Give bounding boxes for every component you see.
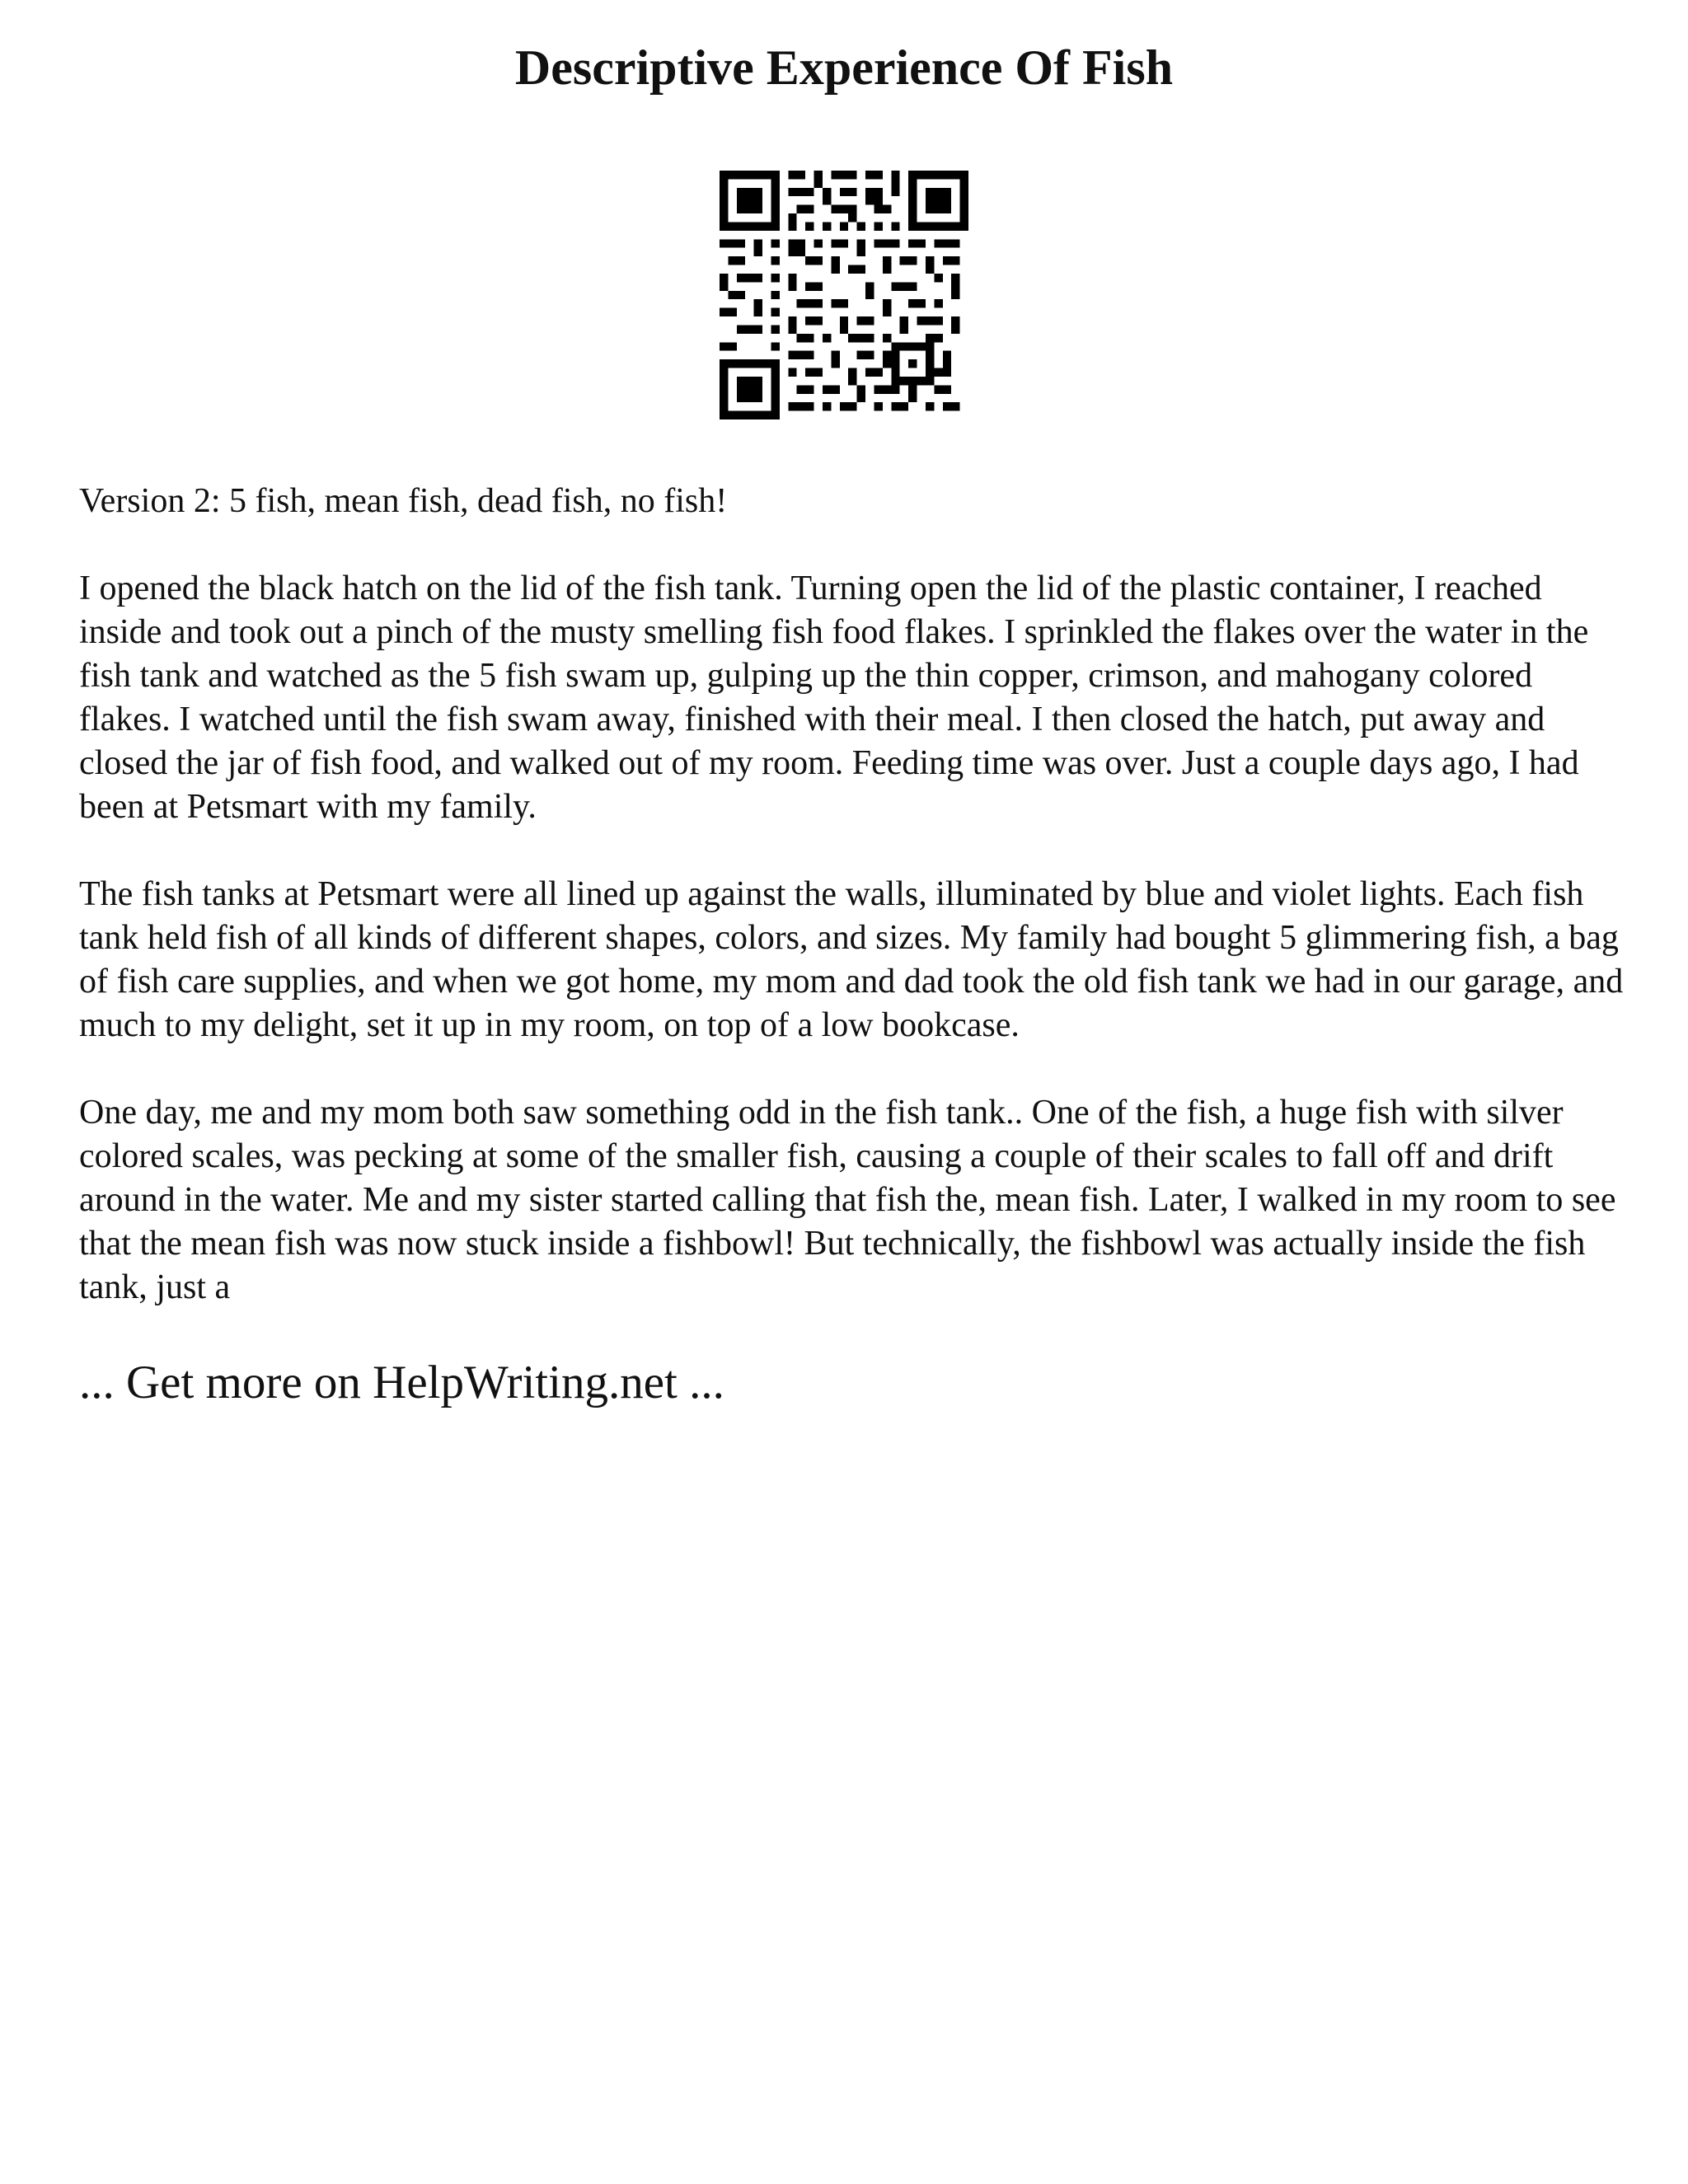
- get-more-link[interactable]: ... Get more on HelpWriting.net ...: [79, 1357, 724, 1408]
- document-title: Descriptive Experience Of Fish: [514, 40, 1174, 95]
- paragraph-1: I opened the black hatch on the lid of the fish tank. Turning open the lid of the plastic container, I reached inside and took out a pinch of the musty smelling fish food flakes. I sprinkled the flakes over the water in the fish tank and watched as the 5 fish swam up, gulping up the thin copper, crimson, and mahogany colored flakes. I watched until the fish swam away, finished with their meal. I then closed the hatch, put away and closed the jar of fish food, and walked out of my room. Feeding time was over. Just a couple days ago, I had been at Petsmart with my family.: [79, 569, 1589, 826]
- paragraph-2: The fish tanks at Petsmart were all lined up against the walls, illuminated by blue and violet lights. Each fish tank held fish of all kinds of different shapes, colors, and sizes. My family had bought 5 glimmering fish, a bag of fish care supplies, and when we got home, my mom and dad took the old fish tank we had in our garage, and much to my delight, set it up in my room, on top of a low bookcase.: [79, 875, 1624, 1044]
- paragraph-3: One day, me and my mom both saw something odd in the fish tank.. One of the fish, a huge fish with silver colored scales, was pecking at some of the smaller fish, causing a couple of their scales to fall off and drift around in the water. Me and my sister started calling that fish the, mean fish. Later, I walked in my room to see that the mean fish was now stuck inside a fishbowl! But technically, the fishbowl was actually inside the fish tank, just a: [79, 1094, 1616, 1306]
- document-content: [79, 480, 1629, 1413]
- qr-code-icon: [720, 171, 968, 419]
- paragraph-version-line: Version 2: 5 fish, mean fish, dead fish, no fish!: [79, 482, 728, 520]
